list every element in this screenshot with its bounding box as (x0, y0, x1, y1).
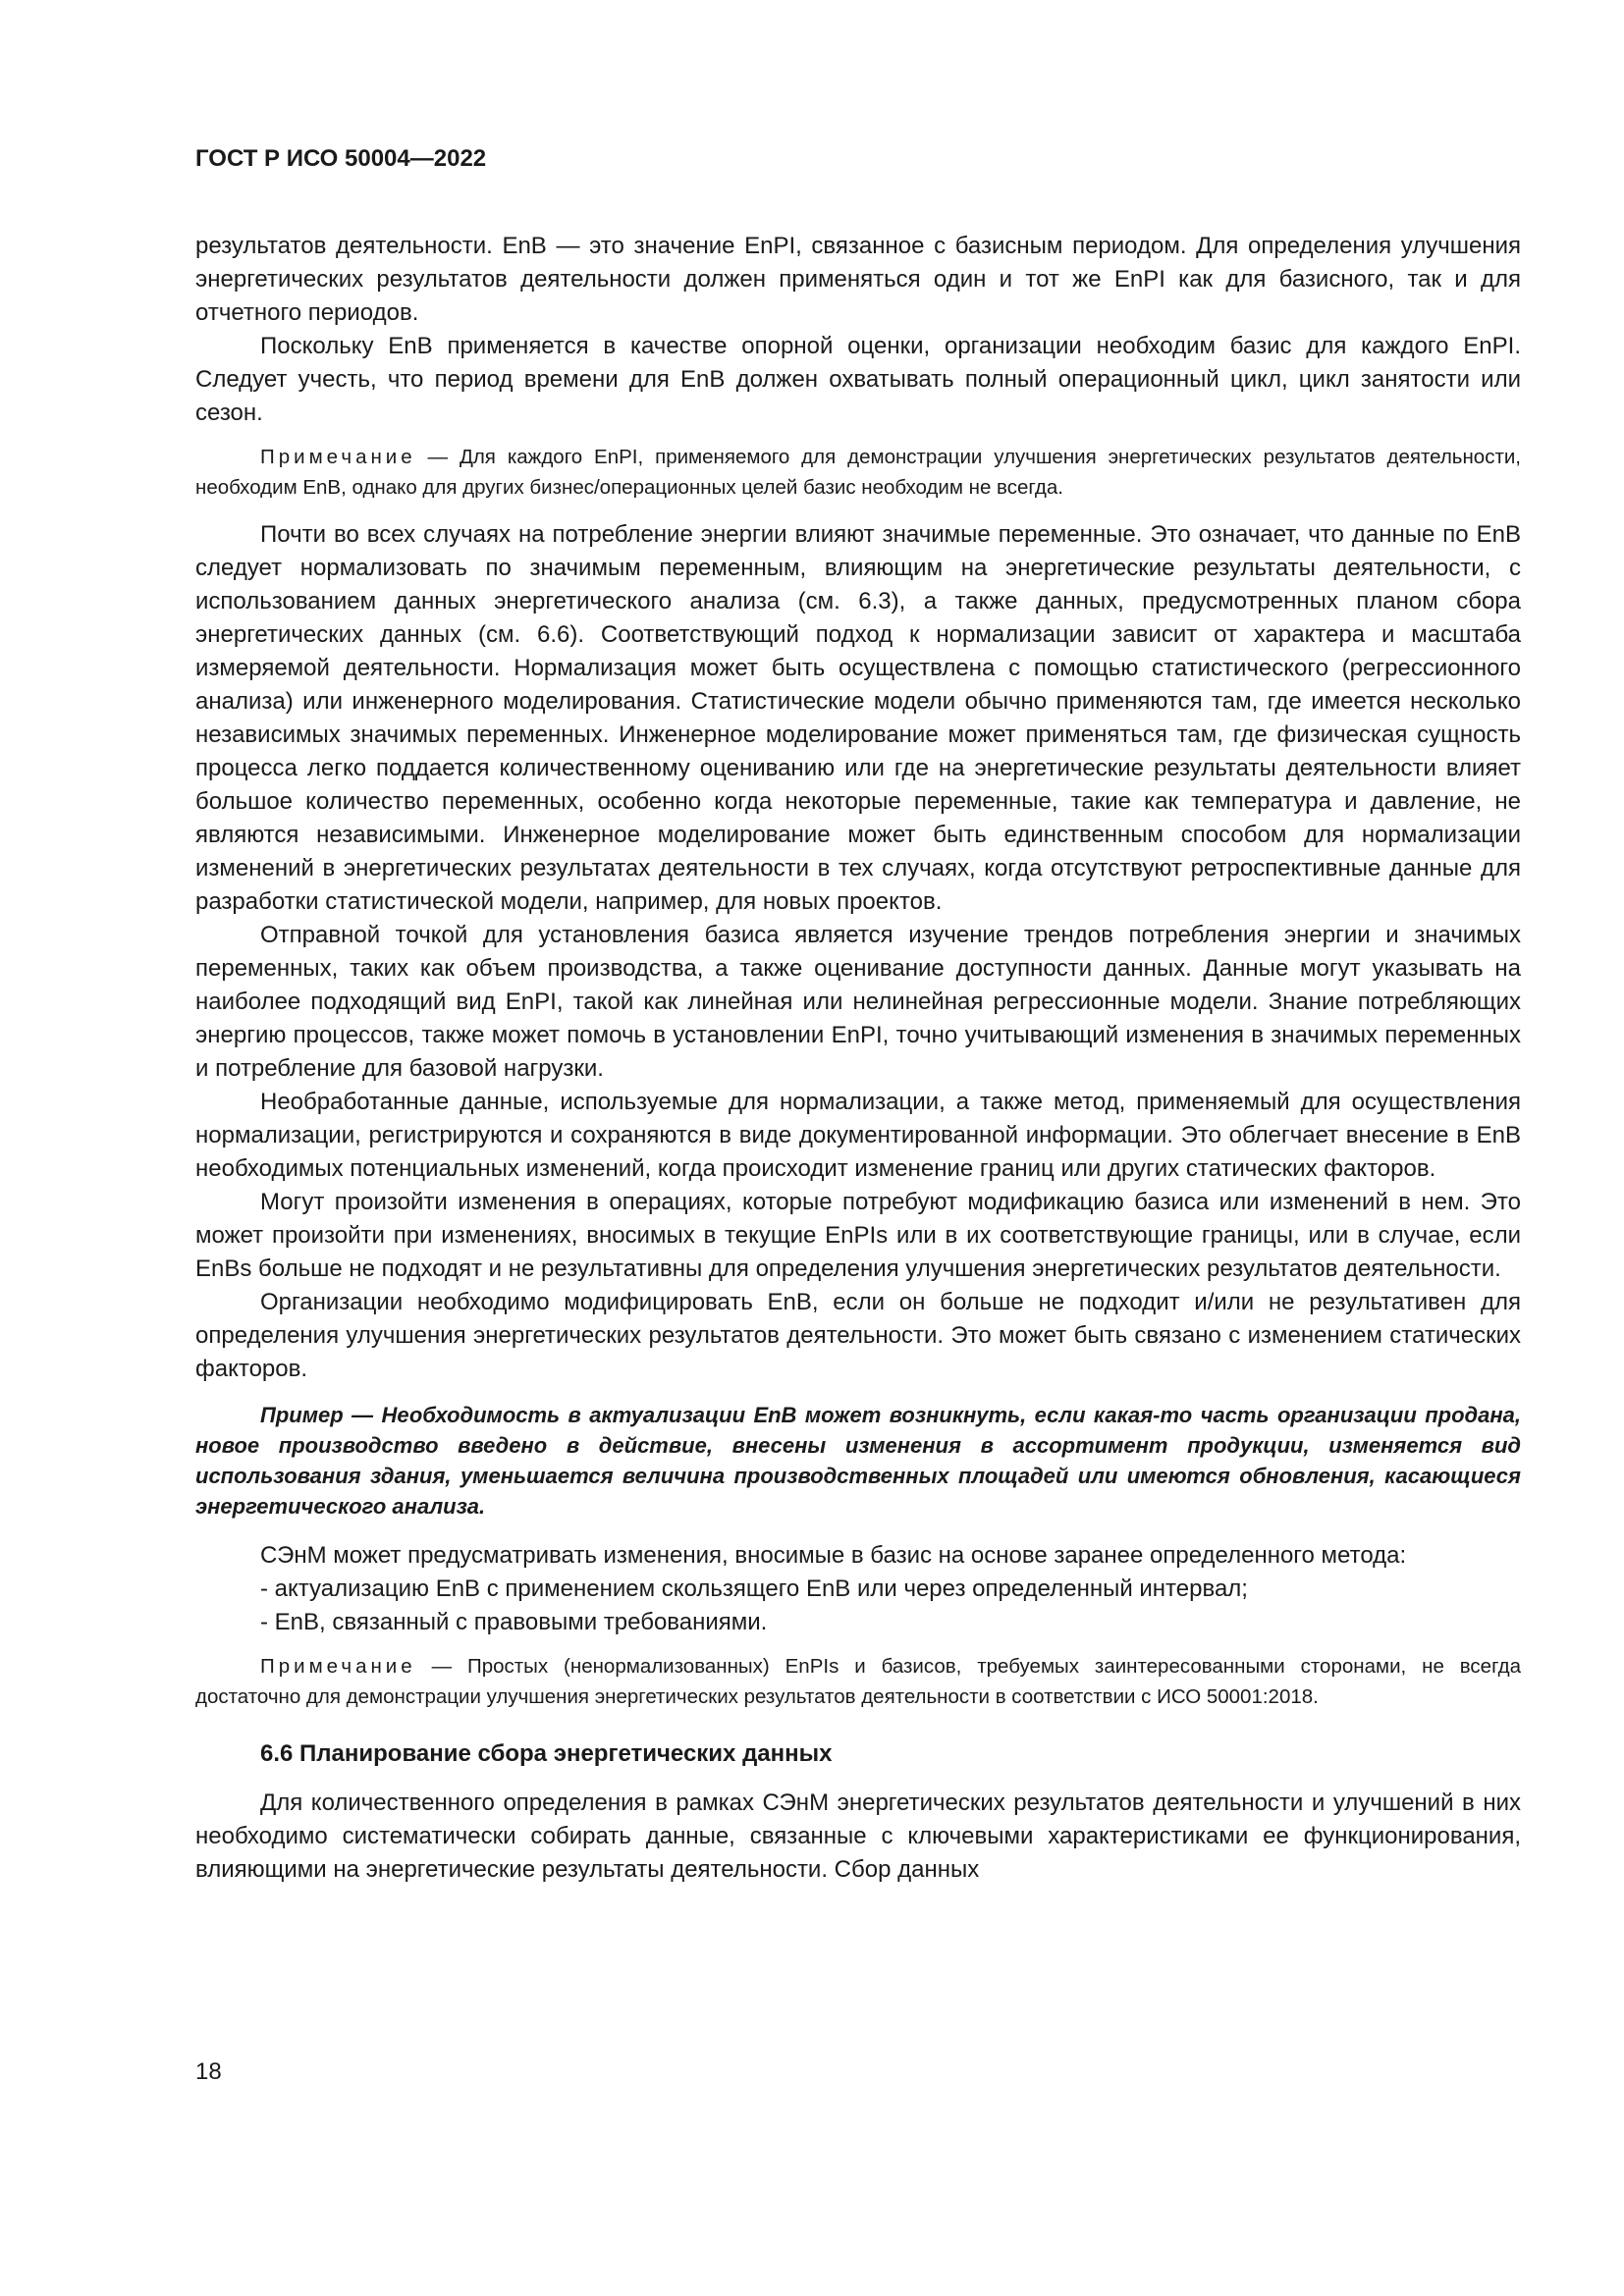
paragraph: Организации необходимо модифицировать EnB, если он больше не подходит и/или не результативен для определения улучшения энергетических результатов деятельности. Это может быть связано с изменением статических факторов. (195, 1289, 1521, 1382)
note-text: — Простых (ненормализованных) EnPIs и базисов, требуемых заинтересованными сторонами, не всегда достаточно для демонстрации улучшения энергетических результатов деятельности в соответствии с ИСО 50001:2018. (195, 1655, 1521, 1708)
document-page (195, 145, 1521, 1887)
example-block: Пример — Необходимость в актуализации EnB может возникнуть, если какая-то часть организации продана, новое производство введено в действие, внесены изменения в ассортимент продукции, изменяется вид использования здания, уменьшается величина производственных площадей или имеются обновления, касающиеся энергетического анализа. (195, 1403, 1521, 1519)
list-item: - актуализацию EnB с применением скользящего EnB или через определенный интервал; (260, 1575, 1248, 1602)
document-header: ГОСТ Р ИСО 50004—2022 (195, 145, 487, 172)
note (195, 1651, 1521, 1712)
paragraph: Для количественного определения в рамках СЭнМ энергетических результатов деятельности и улучшений в них необходимо систематически собирать данные, связанные с ключевыми характеристиками ее функционирования, влияющими на энергетические результаты деятельности. Сбор данных (195, 1789, 1521, 1883)
paragraph: Почти во всех случаях на потребление энергии влияют значимые переменные. Это означает, что данные по EnB следует нормализовать по значимым переменным, влияющим на энергетические результаты деятельности, с использованием данных энергетического анализа (см. 6.3), а также данных, предусмотренных планом сбора энергетических данных (см. 6.6). Соответствующий подход к нормализации зависит от характера и масштаба измеряемой деятельности. Нормализация может быть осуществлена с помощью статистического (регрессионного анализа) или инженерного моделирования. Статистические модели обычно применяются там, где имеется несколько независимых значимых переменных. Инженерное моделирование может применяться там, где физическая сущность процесса легко поддается количественному оцениванию или где на энергетические результаты деятельности влияет большое количество переменных, особенно когда некоторые переменные, такие как температура и давление, не являются независимыми. Инженерное моделирование может быть единственным способом для нормализации изменений в энергетических результатах деятельности в тех случаях, когда отсутствуют ретроспективные данные для разработки статистической модели, например, для новых проектов. (195, 521, 1521, 915)
note-text: — Для каждого EnPI, применяемого для демонстрации улучшения энергетических результатов деятельности, необходим EnB, однако для других бизнес/операционных целей базис необходим не всегда. (195, 446, 1521, 499)
section-title: 6.6 Планирование сбора энергетических данных (260, 1740, 833, 1767)
paragraph: СЭнМ может предусматривать изменения, вносимые в базис на основе заранее определенного метода: (260, 1542, 1407, 1569)
paragraph: Отправной точкой для установления базиса является изучение трендов потребления энергии и значимых переменных, таких как объем производства, а также оценивание доступности данных. Данные могут указывать на наиболее подходящий вид EnPI, такой как линейная или нелинейная регрессионные модели. Знание потребляющих энергию процессов, также может помочь в установлении EnPI, точно учитывающий изменения в значимых переменных и потребление для базовой нагрузки. (195, 922, 1521, 1082)
note-label: Примечание (260, 446, 416, 468)
note-label: Примечание (260, 1655, 416, 1678)
paragraph: результатов деятельности. EnB — это значение EnPI, связанное с базисным периодом. Для определения улучшения энергетических результатов деятельности должен применяться один и тот же EnPI как для базисного, так и для отчетного периодов. (195, 233, 1521, 326)
note (195, 442, 1521, 503)
paragraph: Поскольку EnB применяется в качестве опорной оценки, организации необходим базис для каждого EnPI. Следует учесть, что период времени для EnB должен охватывать полный операционный цикл, цикл занятости или сезон. (195, 333, 1521, 426)
page-number: 18 (195, 2058, 222, 2085)
paragraph: Необработанные данные, используемые для нормализации, а также метод, применяемый для осуществления нормализации, регистрируются и сохраняются в виде документированной информации. Это облегчает внесение в EnB необходимых потенциальных изменений, когда происходит изменение границ или других статических факторов. (195, 1089, 1521, 1182)
paragraph: Могут произойти изменения в операциях, которые потребуют модификацию базиса или изменений в нем. Это может произойти при изменениях, вносимых в текущие EnPIs или в их соответствующие границы, или в случае, если EnBs больше не подходят и не результативны для определения улучшения энергетических результатов деятельности. (195, 1189, 1521, 1282)
list-item: - EnB, связанный с правовыми требованиями. (260, 1609, 768, 1635)
